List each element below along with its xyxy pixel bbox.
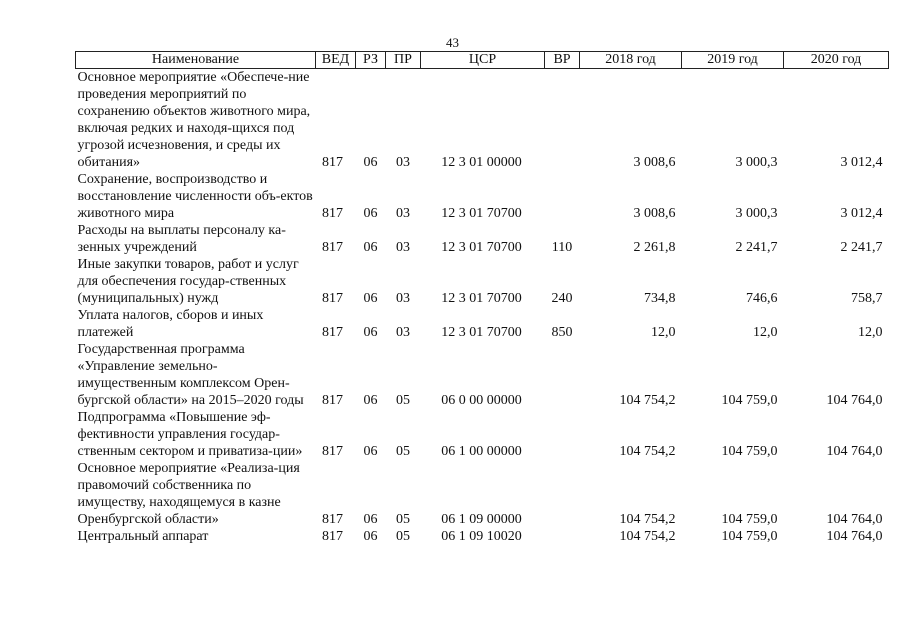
row-2019: 3 000,3 [735,155,778,170]
row-vr: 110 [551,240,573,255]
table-row [76,307,889,341]
row-2018: 104 754,2 [619,393,676,408]
row-pr: 03 [396,325,410,340]
row-pr: 03 [396,155,410,170]
row-ved: 817 [322,206,343,221]
row-2019: 3 000,3 [735,206,778,221]
row-rz: 06 [363,291,378,306]
row-2019: 104 759,0 [721,529,778,544]
table-row [76,409,889,460]
row-2020: 104 764,0 [826,444,883,459]
row-2020: 104 764,0 [826,512,883,527]
row-2019: 104 759,0 [721,393,778,408]
row-pr: 05 [396,529,410,544]
row-2020: 3 012,4 [840,206,883,221]
header-2020: 2020 год [784,52,889,69]
row-name: Подпрограмма «Повышение эф-фективности управления государ-ственным сектором и приватиза-ции» [77,410,303,459]
row-vr [545,341,580,409]
row-rz: 06 [363,240,378,255]
row-rz: 06 [363,529,378,544]
row-csr: 12 3 01 00000 [441,155,522,170]
row-vr: 850 [551,325,573,340]
header-2019: 2019 год [682,52,784,69]
row-2020: 12,0 [858,325,883,340]
table-row [76,528,889,545]
row-csr: 12 3 01 70700 [441,291,522,306]
row-2018: 2 261,8 [633,240,676,255]
header-2018: 2018 год [580,52,682,69]
row-pr: 03 [396,206,410,221]
row-rz: 06 [363,155,378,170]
header-row [76,52,889,69]
row-csr: 12 3 01 70700 [441,240,522,255]
table-row [76,341,889,409]
row-rz: 06 [363,393,378,408]
row-pr: 03 [396,291,410,306]
row-2018: 734,8 [644,291,676,306]
row-2020: 758,7 [851,291,883,306]
row-name: Уплата налогов, сборов и иных платежей [77,308,264,340]
row-ved: 817 [322,240,343,255]
row-pr: 05 [396,393,410,408]
header-pr: ПР [386,52,421,69]
table-row [76,256,889,307]
row-vr [545,69,580,172]
row-rz: 06 [363,325,378,340]
header-csr: ЦСР [421,52,545,69]
row-name: Расходы на выплаты персоналу ка-зенных учреждений [77,223,286,255]
page-number: 43 [446,35,459,50]
row-rz: 06 [363,444,378,459]
table-row [76,69,889,172]
row-2018: 3 008,6 [633,206,676,221]
row-csr: 06 1 09 00000 [441,512,522,527]
row-csr: 06 1 09 10020 [441,529,522,544]
row-csr: 12 3 01 70700 [441,206,522,221]
row-2020: 3 012,4 [840,155,883,170]
row-name: Государственная программа «Управление земельно-имущественным комплексом Орен-бургской области» на 2015–2020 годы [77,342,304,408]
table-row [76,460,889,528]
row-vr [545,409,580,460]
row-csr: 06 1 00 00000 [441,444,522,459]
row-name: Центральный аппарат [77,529,209,544]
row-2019: 746,6 [746,291,778,306]
row-vr: 240 [551,291,573,306]
row-2019: 104 759,0 [721,444,778,459]
row-ved: 817 [322,529,343,544]
row-csr: 06 0 00 00000 [441,393,522,408]
row-csr: 12 3 01 70700 [441,325,522,340]
row-ved: 817 [322,444,343,459]
row-2019: 2 241,7 [735,240,778,255]
row-2018: 3 008,6 [633,155,676,170]
row-2018: 104 754,2 [619,529,676,544]
header-name: Наименование [76,52,316,69]
row-ved: 817 [322,393,343,408]
row-name: Основное мероприятие «Реализа-ция правомочий собственника по имуществу, находящемуся в казне Оренбургской области» [77,461,300,527]
row-2018: 12,0 [651,325,676,340]
row-pr: 05 [396,512,410,527]
table-body [76,69,889,546]
budget-table [75,51,889,545]
row-pr: 03 [396,240,410,255]
row-vr [545,528,580,545]
table-row [76,171,889,222]
row-rz: 06 [363,206,378,221]
header-rz: РЗ [356,52,386,69]
row-2018: 104 754,2 [619,512,676,527]
row-vr [545,460,580,528]
row-2020: 104 764,0 [826,529,883,544]
row-ved: 817 [322,155,343,170]
row-2019: 12,0 [753,325,778,340]
header-vr: ВР [545,52,580,69]
row-2020: 104 764,0 [826,393,883,408]
row-name: Иные закупки товаров, работ и услуг для обеспечения государ-ственных (муниципальных) нужд [77,257,299,306]
row-name: Основное мероприятие «Обеспече-ние проведения мероприятий по сохранению объектов животного мира, включая редких и находя-щихся под угрозой исчезновения, и среды их обитания» [77,70,311,170]
row-ved: 817 [322,512,343,527]
row-2020: 2 241,7 [840,240,883,255]
row-ved: 817 [322,325,343,340]
row-2019: 104 759,0 [721,512,778,527]
row-name: Сохранение, воспроизводство и восстановление численности объ-ектов животного мира [77,172,313,221]
row-ved: 817 [322,291,343,306]
header-ved: ВЕД [316,52,356,69]
table-row [76,222,889,256]
row-vr [545,171,580,222]
row-rz: 06 [363,512,378,527]
table-header [76,52,889,69]
row-pr: 05 [396,444,410,459]
row-2018: 104 754,2 [619,444,676,459]
